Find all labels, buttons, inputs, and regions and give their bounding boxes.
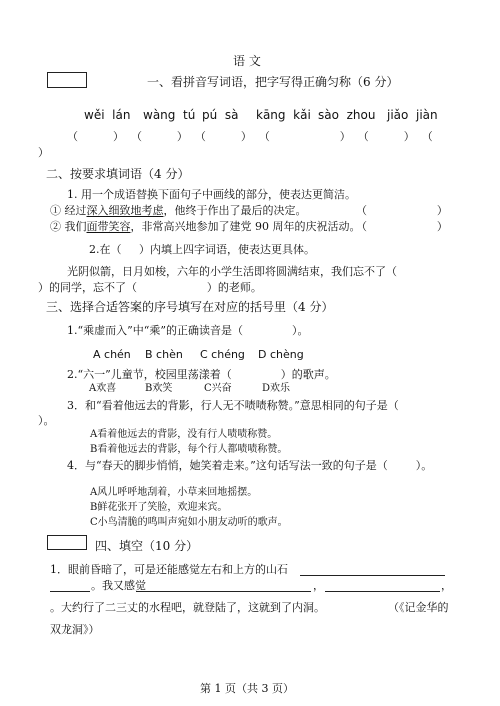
pinyin-6: jiǎo jiàn [387, 108, 438, 122]
section2-q1a-blank: （ ） [356, 204, 448, 217]
section2-q2-text2: ）的同学，忘不了（ ）的老师。 [38, 281, 262, 294]
section4-q1-comma2: ， [441, 579, 452, 592]
underlined-phrase-2: 面带笑容 [86, 220, 131, 233]
section4-q1-line2: 。我又感觉 [91, 579, 146, 592]
section3-q4-option-b: B鲜花张开了笑脸，欢迎来宾。 [90, 502, 228, 513]
fill-blank-3 [325, 591, 440, 592]
fill-blank-1-cont [50, 591, 90, 592]
section3-q2-option-b: B欢笑 [145, 383, 173, 394]
section2-q2-text1: 光阴似箭，日月如梭，六年的小学生活即将圆满结束，我们忘不了（ [67, 265, 397, 278]
section3-q3-line2: ）。 [38, 414, 55, 427]
section3-q2-option-d: D欢乐 [262, 383, 291, 394]
section3-q1: 1.“乘虚而入”中“乘”的正确读音是（ ）。 [67, 324, 309, 337]
section2-q1b-blank: （ ） [356, 220, 448, 233]
section3-q4-option-c: C小鸟清脆的鸣叫声宛如小朋友动听的歌声。 [90, 517, 288, 528]
section3-q4: 4．与“春天的脚步悄悄，她笑着走来。”这句话写法一致的句子是（ ）。 [67, 459, 433, 472]
section4-q1-line3: 。大约行了二三丈的水程吧，就登陆了，这就到了内洞。 [50, 601, 325, 614]
pinyin-3: pú sà [202, 108, 239, 122]
section2-q2: 2.在（ ）内填上四字词语，使表达更具体。 [89, 243, 315, 256]
section3-q1-option-d: D chèng [258, 348, 304, 361]
pinyin-5: sào zhou [318, 108, 376, 122]
section4-q1-line1: 1．眼前昏暗了，可是还能感觉左右和上方的山石 [50, 563, 288, 576]
section4-heading: 四、填空（10 分） [95, 539, 199, 553]
score-box-1 [47, 72, 87, 88]
section3-q1-option-b: B chèn [145, 348, 183, 361]
pinyin-2: wàng tú [143, 108, 196, 122]
fill-blank-1 [300, 575, 445, 576]
pinyin-1: wěi lán [84, 108, 131, 122]
page-footer: 第 1 页（共 3 页） [200, 682, 294, 695]
fill-blank-2 [136, 591, 311, 592]
section1-heading: 一、看拼音写词语，把字写得正确匀称（6 分） [147, 75, 399, 89]
section2-q1b: ② 我们面带笑容，非常高兴地参加了建党 90 周年的庆祝活动。 [50, 220, 361, 233]
section3-q2: 2.“六一”儿童节，校园里荡漾着（ ）的歌声。 [67, 368, 336, 381]
section3-q3-option-a: A看着他远去的背影，没有行人啧啧称赞。 [90, 429, 278, 440]
score-box-4 [47, 535, 87, 550]
pinyin-answer-blanks: （ ） （ ） （ ） （ ） （ ） （ [67, 130, 433, 143]
section3-q1-option-c: C chéng [200, 348, 245, 361]
section4-q1-source2: 双龙洞》） [50, 623, 100, 636]
section4-q1-comma1: ， [313, 579, 324, 592]
page-title: 语 文 [233, 54, 261, 68]
section2-heading: 二、按要求填词语（4 分） [46, 167, 190, 181]
underlined-phrase-1: 深入细致地考虑 [86, 204, 164, 217]
section3-q4-option-a: A风儿呼呼地刮着，小草来回地摇摆。 [90, 487, 258, 498]
pinyin-4: kāng kǎi [256, 108, 311, 122]
section2-q1: 1. 用一个成语替换下面句子中画线的部分，使表达更简洁。 [67, 188, 356, 201]
section3-q3-option-b: B看着他远去的背影，每个行人都啧啧称赞。 [90, 444, 288, 455]
pinyin-answer-blanks-end: ） [38, 146, 49, 159]
section2-q1a: ① 经过深入细致地考虑，他终于作出了最后的决定。 [50, 204, 307, 217]
section3-q1-option-a: A chén [93, 348, 131, 361]
section3-q2-option-c: C兴奋 [204, 383, 232, 394]
section3-q2-option-a: A欢喜 [89, 383, 117, 394]
section3-heading: 三、选择合适答案的序号填写在对应的括号里（4 分） [46, 300, 334, 314]
section3-q3-line1: 3．和“看着他远去的背影，行人无不啧啧称赞。”意思相同的句子是（ [67, 399, 399, 412]
section4-q1-source1: （《记金华的 [388, 601, 449, 614]
